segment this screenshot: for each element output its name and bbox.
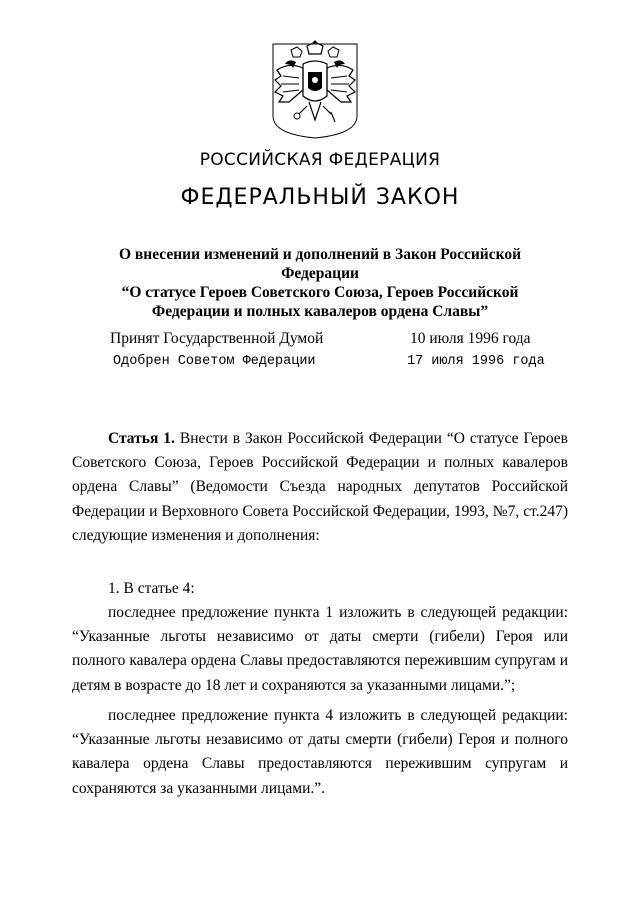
document-type: ФЕДЕРАЛЬНЫЙ ЗАКОН: [180, 185, 460, 210]
council-approval-label: Одобрен Советом Федерации: [113, 354, 316, 369]
article-1-heading: Статья 1.: [108, 430, 175, 447]
duma-adoption-date: 10 июля 1996 года: [410, 330, 531, 347]
article-1: [72, 427, 568, 548]
item-1-heading: 1. В статье 4:: [108, 580, 195, 597]
law-title-line: Федерации и полных кавалеров ордена Славы”: [151, 303, 489, 320]
item-1-paragraph-2: последнее предложение пункта 4 изложить в следующей редакции: “Указанные льготы независимо от даты смерти (гибели) Героя и полного кавалера ордена Славы предоставляются пережившим супругам и сохраняются за указанными лицами.”.: [72, 707, 568, 797]
item-1-paragraph-1: последнее предложение пункта 1 изложить в следующей редакции: “Указанные льготы независимо от даты смерти (гибели) Героя или полного кавалера ордена Славы предоставляются пережившим супругам и детям в возрасте до 18 лет и сохраняются за указанными лицами.”;: [72, 604, 568, 694]
country-name: РОССИЙСКАЯ ФЕДЕРАЦИЯ: [199, 150, 441, 170]
law-title-line: “О статусе Героев Советского Союза, Героев Российской: [121, 284, 519, 301]
council-approval-date: 17 июля 1996 года: [407, 354, 545, 369]
coat-of-arms-icon: [269, 40, 361, 140]
duma-adoption-label: Принят Государственной Думой: [110, 330, 324, 347]
law-title: [90, 245, 550, 321]
law-title-line: О внесении изменений и дополнений в Закон Российской Федерации: [118, 246, 522, 282]
article-1-text: Внести в Закон Российской Федерации “О статусе Героев Советского Союза, Героев Российской Федерации и полных кавалеров ордена Славы” (Ведомости Съезда народных депутатов Российской Федерации и Верховного Совета Российской Федерации, 1993, №7, ст.247) следующие изменения и дополнения:: [72, 430, 568, 544]
